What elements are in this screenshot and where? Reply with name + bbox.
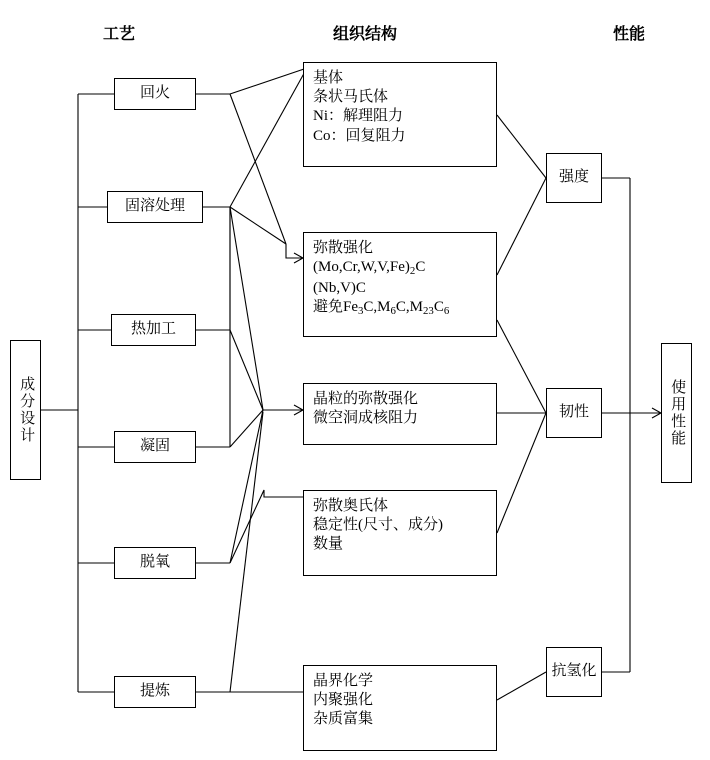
- column-header-process: 工艺: [103, 26, 136, 43]
- node-line: 内聚强化: [313, 692, 374, 709]
- node-line: 数量: [313, 536, 344, 553]
- node-process-solution-treatment[interactable]: [107, 191, 203, 223]
- node-line: 晶界化学: [313, 673, 374, 689]
- node-label: 固溶处理: [124, 198, 185, 215]
- node-process-deoxidation[interactable]: [114, 547, 196, 579]
- column-header-property: 性能: [613, 26, 646, 43]
- column-header-structure: 组织结构: [333, 26, 398, 43]
- node-input[interactable]: [10, 340, 41, 480]
- node-line-formula-3: 避免$Fe_3C,M_6C,M_{23}C_6$: [313, 299, 450, 318]
- node-label: 凝固: [139, 438, 170, 455]
- node-line: Ni：解理阻力: [313, 108, 404, 125]
- node-structure-dispersion-strengthening[interactable]: [303, 232, 497, 337]
- node-output-label: 使用性能: [669, 379, 686, 447]
- node-line: 条状马氏体: [313, 89, 389, 106]
- node-label: 热加工: [130, 321, 176, 338]
- node-structure-matrix[interactable]: [303, 62, 497, 167]
- node-line-formula-2: (Nb,V)C: [313, 280, 366, 297]
- node-structure-grain-dispersion[interactable]: [303, 383, 497, 445]
- node-process-hot-working[interactable]: [111, 314, 196, 346]
- node-property-toughness[interactable]: [546, 388, 602, 438]
- node-line: Co：回复阻力: [313, 127, 406, 144]
- node-line: 微空洞成核阻力: [313, 410, 419, 427]
- node-process-tempering[interactable]: [114, 78, 196, 110]
- node-label: 抗氢化: [551, 663, 597, 680]
- node-line: 基体: [313, 70, 344, 86]
- node-property-hydrogen-resistance[interactable]: [546, 647, 602, 697]
- node-line: 弥散奥氏体: [313, 498, 389, 514]
- node-structure-dispersed-austenite[interactable]: [303, 490, 497, 576]
- node-label: 强度: [558, 169, 589, 186]
- node-label: 韧性: [558, 404, 589, 421]
- node-output[interactable]: [661, 343, 692, 483]
- node-label: 脱氧: [139, 554, 170, 571]
- node-line: 弥散强化: [313, 240, 374, 256]
- node-property-strength[interactable]: [546, 153, 602, 203]
- node-process-solidification[interactable]: [114, 431, 196, 463]
- node-structure-grain-boundary-chemistry[interactable]: [303, 665, 497, 751]
- node-line: 杂质富集: [313, 711, 374, 728]
- node-process-refining[interactable]: [114, 676, 196, 708]
- node-line-formula-1: $(Mo,Cr,W,V,Fe)_2C$: [313, 259, 426, 278]
- node-line: 晶粒的弥散强化: [313, 391, 419, 407]
- node-input-label: 成分设计: [18, 376, 35, 444]
- node-line: 稳定性(尺寸、成分): [313, 517, 443, 534]
- node-label: 回火: [139, 85, 170, 102]
- node-label: 提炼: [139, 683, 170, 700]
